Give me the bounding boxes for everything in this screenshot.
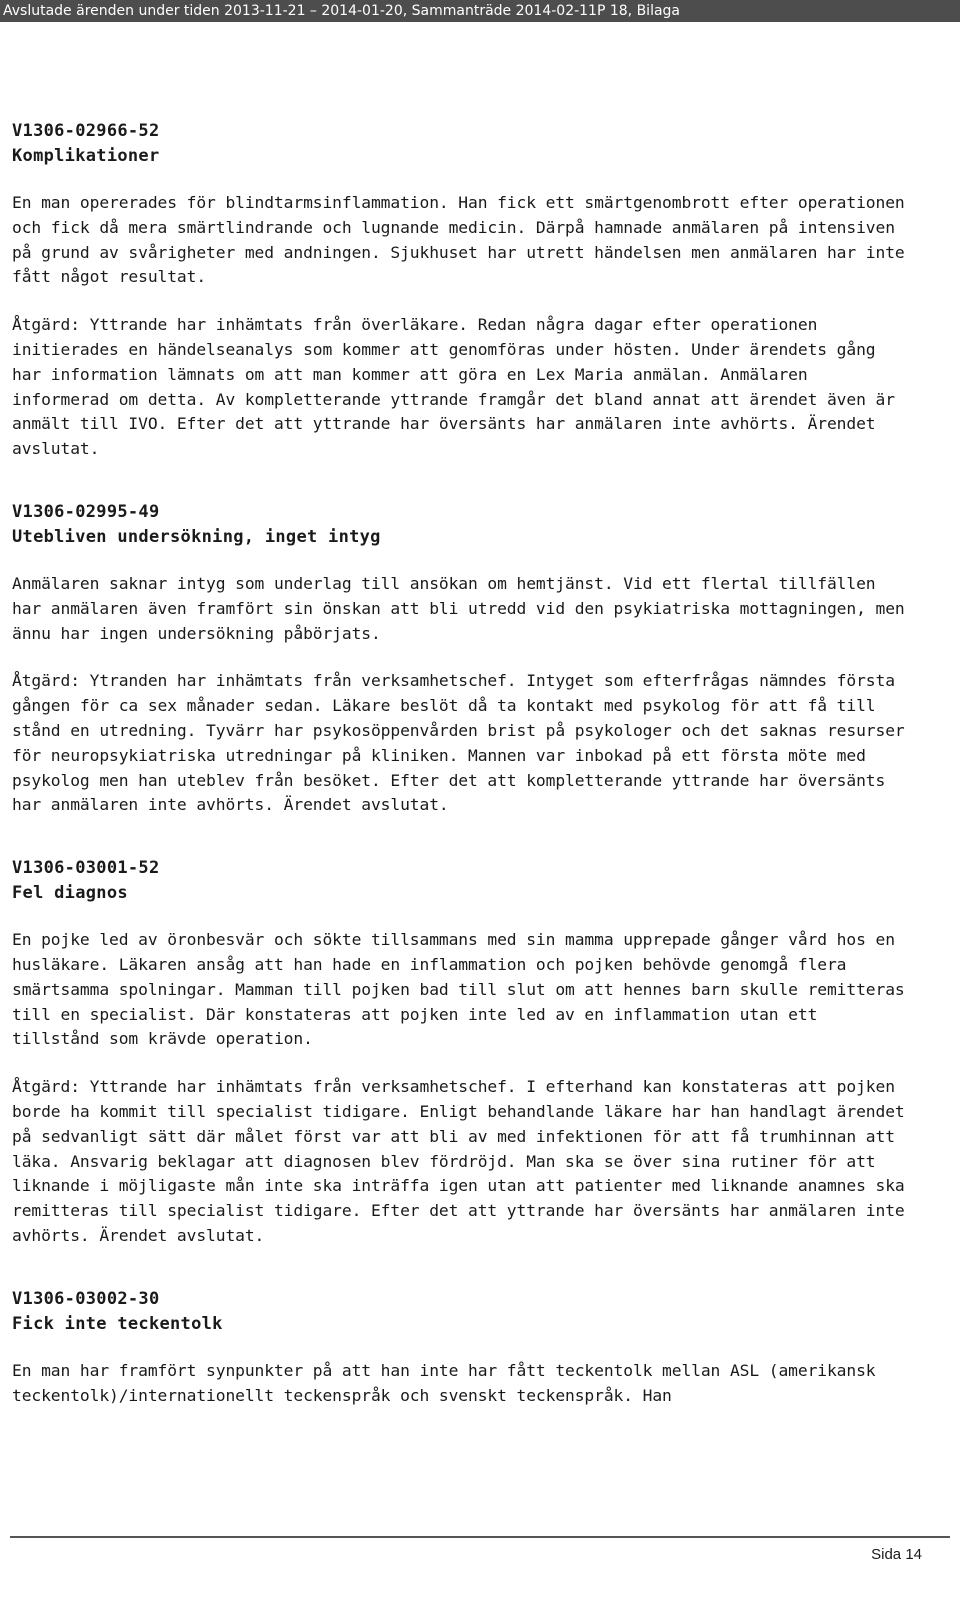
- case-description: En man opererades för blindtarmsinflammation. Han fick ett smärtgenombrott efter operationen och fick då mera smärtlindrande och lugnande medicin. Därpå hamnade anmälaren på intensiven på grund av svårigheter med andningen. Sjukhuset har utrett händelsen men anmälaren har inte fått något resultat.: [12, 193, 905, 287]
- document-header: [0, 0, 960, 22]
- case-entry: [12, 119, 912, 462]
- case-entry: [12, 1287, 912, 1409]
- case-entry: [12, 856, 912, 1249]
- case-description: En pojke led av öronbesvär och sökte tillsammans med sin mamma upprepade gånger vård hos en husläkare. Läkaren ansåg att han hade en inflammation och pojken behövde genomgå flera smärtsamma spolningar. Mamman till pojken bad till slut om att hennes barn skulle remitteras till en specialist. Där konstateras att pojken inte led av en inflammation utan ett tillstånd som krävde operation.: [12, 930, 905, 1049]
- case-action: Åtgärd: Yttrande har inhämtats från verksamhetschef. I efterhand kan konstateras att pojken borde ha kommit till specialist tidigare. Enligt behandlande läkare har han handlagt ärendet på sedvanligt sätt där målet först var att bli av med infektionen för att få trumhinnan att läka. Ansvarig beklagar att diagnosen blev fördröjd. Man ska se över sina rutiner för att liknande i möjligaste mån inte ska inträffa igen utan att patienter med liknande anamnes ska remitteras till specialist tidigare. Efter det att yttrande har översänts har anmälaren inte avhörts. Ärendet avslutat.: [12, 1077, 905, 1245]
- case-id: V1306-03001-52: [12, 858, 160, 879]
- case-id: V1306-02966-52: [12, 121, 160, 141]
- case-description: Anmälaren saknar intyg som underlag till ansökan om hemtjänst. Vid ett flertal tillfällen har anmälaren även framfört sin önskan att bli utredd vid den psykiatriska mottagningen, men ännu har ingen undersökning påbörjats.: [12, 573, 905, 643]
- case-action: Åtgärd: Ytranden har inhämtats från verksamhetschef. Intyget som efterfrågas nämndes första gången för ca sex månader sedan. Läkare beslöt då ta kontakt med psykolog för att få till stånd en utredning. Tyvärr har psykosöppenvården brist på psykologer och det saknas resurser för neuropsykiatriska utredningar på kliniken. Mannen var inbokad på ett första möte med psykolog men han uteblev från besöket. Efter det att kompletterande yttrande har översänts har anmälaren inte avhörts. Ärendet avslutat.: [12, 671, 905, 815]
- document-body: [12, 119, 912, 1431]
- header-text: Avslutade ärenden under tiden 2013-11-21 – 2014-01-20, Sammanträde 2014-02-11P 18, Bilaga: [3, 3, 680, 19]
- case-title: Fick inte teckentolk: [12, 1313, 223, 1334]
- footer-divider: [10, 1536, 950, 1538]
- page-number: Sida 14: [871, 1546, 922, 1563]
- case-action: Åtgärd: Yttrande har inhämtats från överläkare. Redan några dagar efter operationen initierades en händelseanalys som kommer att genomföras under hösten. Under ärendets gång har information lämnats om att man kommer att göra en Lex Maria anmälan. Anmälaren informerad om detta. Av kompletterande yttrande framgår det bland annat att ärendet även är anmält till IVO. Efter det att yttrande har översänts har anmälaren inte avhörts. Ärendet avslutat.: [12, 315, 895, 459]
- case-id: V1306-03002-30: [12, 1288, 160, 1309]
- case-id: V1306-02995-49: [12, 501, 160, 522]
- case-title: Fel diagnos: [12, 883, 128, 904]
- case-title: Komplikationer: [12, 146, 160, 166]
- case-entry: [12, 500, 912, 818]
- case-title: Utebliven undersökning, inget intyg: [12, 526, 381, 547]
- case-description: En man har framfört synpunkter på att han inte har fått teckentolk mellan ASL (amerikansk teckentolk)/internationellt teckenspråk och svenskt teckenspråk. Han: [12, 1360, 876, 1405]
